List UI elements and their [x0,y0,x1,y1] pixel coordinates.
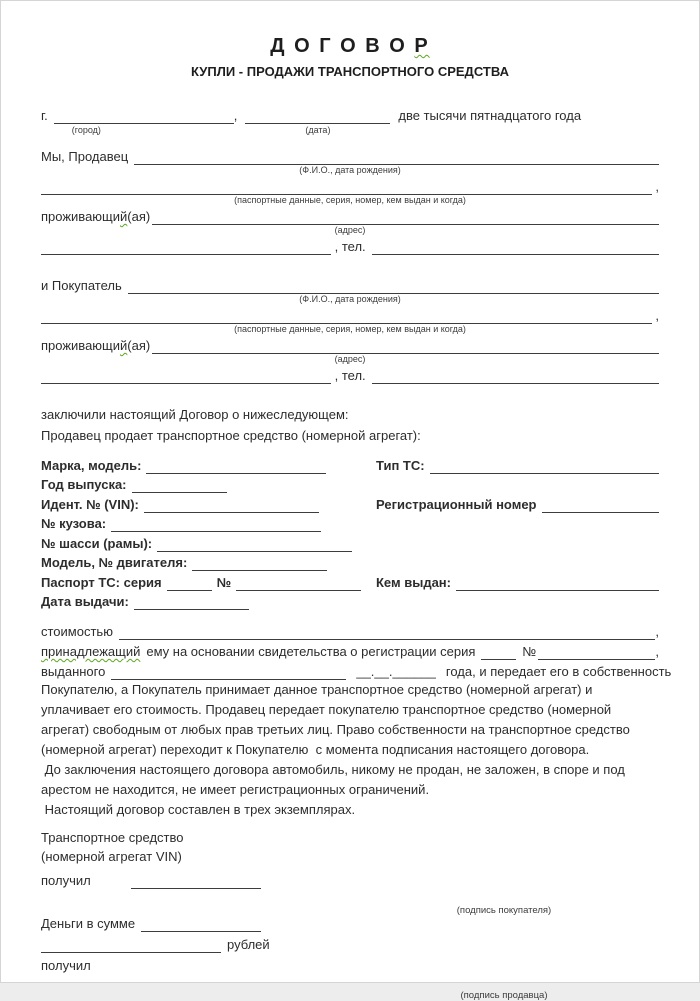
vehicle-details-section [41,454,659,610]
buyer-section [41,277,659,384]
seller-passport-hint: (паспортные данные, серия, номер, кем выдан и когда) [234,195,466,205]
vin-blank [144,499,319,513]
intro-section [41,404,659,446]
issued-label: выданного [41,664,106,679]
seller-residing-spellcheck: й [120,209,128,224]
buyer-signature-hint: (подпись покупателя) [456,905,552,916]
reg-number-blank [542,499,660,513]
year-label: Год выпуска: [41,477,127,492]
engine-cell [41,554,376,571]
body-number-label: № кузова: [41,516,107,531]
money-received-label: получил [41,958,91,973]
type-label: Тип ТС: [376,457,425,473]
buyer-address-row [41,337,659,364]
make-model-label: Марка, модель: [41,457,142,473]
issued-by-cell [376,574,659,591]
document-subtitle: КУПЛИ - ПРОДАЖИ ТРАНСПОРТНОГО СРЕДСТВА [191,64,509,79]
title-text: Д О Г О В О [270,35,415,57]
seller-name-row [41,148,659,175]
issued-blank [111,666,346,680]
seller-residing-post: (ая) [127,209,151,224]
seller-residing-label [41,208,150,225]
vehicle-row-body [41,513,659,533]
handover-line-1: Транспортное средство [41,830,184,845]
series-blank [481,646,516,660]
cost-blank [119,626,655,640]
type-blank [430,460,659,474]
intro-line-1: заключили настоящий Договор о нижеследующем: [41,407,349,422]
city-date-line [41,107,659,135]
money-section [41,915,659,1001]
passport-cell [41,574,376,591]
issued-row [41,660,672,680]
buyer-phone-row [41,367,659,384]
buyer-address-blank [152,340,659,354]
terms-line-4: Покупателю, а Покупатель принимает данное транспортное средство (номерной агрегат) и [41,682,593,697]
cost-comma: , [655,624,659,639]
issue-date-cell [41,593,376,610]
seller-fio-hint: (Ф.И.О., дата рождения) [299,165,401,175]
seller-phone-row [41,238,659,255]
passport-no-blank [236,577,361,591]
registration-text: ему на основании свидетельства о регистрации серия [146,644,476,659]
vin-cell [41,496,376,513]
make-model-cell [41,457,376,474]
issued-date-placeholder: __.__.______ [356,664,436,679]
city-hint: (город) [71,125,101,135]
seller-address-blank [152,211,659,225]
city-prefix: г. [41,108,48,123]
buyer-phone-blank [372,370,659,384]
registration-comma: , [655,644,659,659]
vehicle-row-engine [41,552,659,572]
chassis-cell [41,535,376,552]
engine-blank [192,557,327,571]
buyer-residing-spellcheck: й [120,338,128,353]
buyer-passport-row [41,307,659,334]
engine-label: Модель, № двигателя: [41,555,188,570]
passport-series-blank [167,577,212,591]
buyer-fio-hint: (Ф.И.О., дата рождения) [299,294,401,304]
year-cell [41,476,376,493]
passport-no-label: № [216,574,232,590]
seller-phone-blank [372,241,659,255]
issued-by-label: Кем выдан: [376,574,451,590]
cost-row [41,620,659,640]
buyer-extra-blank [41,370,331,384]
seller-name-blank [134,151,659,165]
terms-line-10: Настоящий договор составлен в трех экземплярах. [41,802,356,817]
money-lead: Деньги в сумме [41,916,136,931]
year-text: две тысячи пятнадцатого года [398,108,582,123]
buyer-residing-pre: проживающи [41,338,121,353]
seller-phone-label: , тел. [331,239,366,254]
seller-extra-blank [41,241,331,255]
handover-section [41,828,659,916]
terms-line-5: уплачивает его стоимость. Продавец передает покупателю транспортное средство (номерной [41,702,612,717]
money-sum-row [41,915,659,932]
buyer-passport-hint: (паспортные данные, серия, номер, кем выдан и когда) [234,324,466,334]
vehicle-row-passport [41,571,659,591]
city-blank [54,110,234,135]
make-model-blank [146,460,326,474]
type-cell [376,457,659,474]
document-title [41,35,659,58]
buyer-name-row [41,277,659,304]
issued-by-blank [456,577,659,591]
buyer-name-blank [128,280,659,294]
handover-sign-row [41,872,659,916]
vehicle-row-vin [41,493,659,513]
chassis-blank [157,538,352,552]
header-comma: , [233,108,238,123]
title-last-letter-spellcheck: Р [414,35,430,57]
handover-received-blank [131,875,261,889]
issued-tail-text: года, и передает его в собственность [445,664,672,679]
terms-line-6: агрегат) свободным от любых прав третьих лиц. Право собственности на транспортное средство [41,722,630,737]
buyer-residing-label [41,337,150,354]
body-number-blank [111,518,321,532]
seller-passport-row [41,178,659,205]
registration-no-blank [538,646,655,660]
seller-residing-pre: проживающи [41,209,121,224]
seller-address-hint: (адрес) [334,225,366,235]
registration-row [41,640,659,660]
seller-comma: , [651,179,659,194]
date-blank [245,110,390,135]
buyer-passport-blank [41,310,652,324]
terms-section [41,620,672,820]
chassis-label: № шасси (рамы): [41,535,153,551]
vehicle-row-year [41,474,659,494]
money-sum-blank [141,918,261,932]
vehicle-row-chassis [41,532,659,552]
cost-label: стоимостью [41,624,113,639]
buyer-lead: и Покупатель [41,278,122,293]
buyer-phone-label: , тел. [331,368,366,383]
registration-no-label: № [522,644,537,659]
terms-line-8: До заключения настоящего договора автомобиль, никому не продан, не заложен, в споре и под [41,762,625,777]
terms-line-9: арестом не находится, не имеет регистрационных ограничений. [41,782,430,797]
seller-section [41,148,659,255]
body-number-cell [41,515,376,532]
money-sign-row [41,957,659,1001]
vehicle-row-issue-date [41,591,659,611]
buyer-address-hint: (адрес) [334,354,366,364]
passport-series-label: Паспорт ТС: серия [41,574,162,590]
money-words-blank [41,939,221,953]
terms-line-7: (номерной агрегат) переходит к Покупателю с момента подписания настоящего договора. [41,742,590,757]
belonging-word-spellcheck: принадлежащий [41,644,141,659]
issue-date-blank [134,596,249,610]
handover-received-label: получил [41,873,91,888]
intro-line-2: Продавец продает транспортное средство (номерной агрегат): [41,428,421,443]
date-hint: (дата) [305,125,331,135]
reg-number-cell [376,496,659,513]
vin-label: Идент. № (VIN): [41,496,139,512]
seller-signature-hint: (подпись продавца) [460,990,548,1001]
year-blank [132,479,227,493]
buyer-comma: , [651,308,659,323]
buyer-residing-post: (ая) [127,338,151,353]
seller-passport-blank [41,181,652,195]
handover-line-2: (номерной агрегат VIN) [41,849,182,864]
currency-label: рублей [227,937,270,952]
seller-lead: Мы, Продавец [41,149,129,164]
issue-date-label: Дата выдачи: [41,594,129,609]
money-words-row [41,936,659,953]
reg-number-label: Регистрационный номер [376,496,537,512]
vehicle-row-make [41,454,659,474]
seller-address-row [41,208,659,235]
